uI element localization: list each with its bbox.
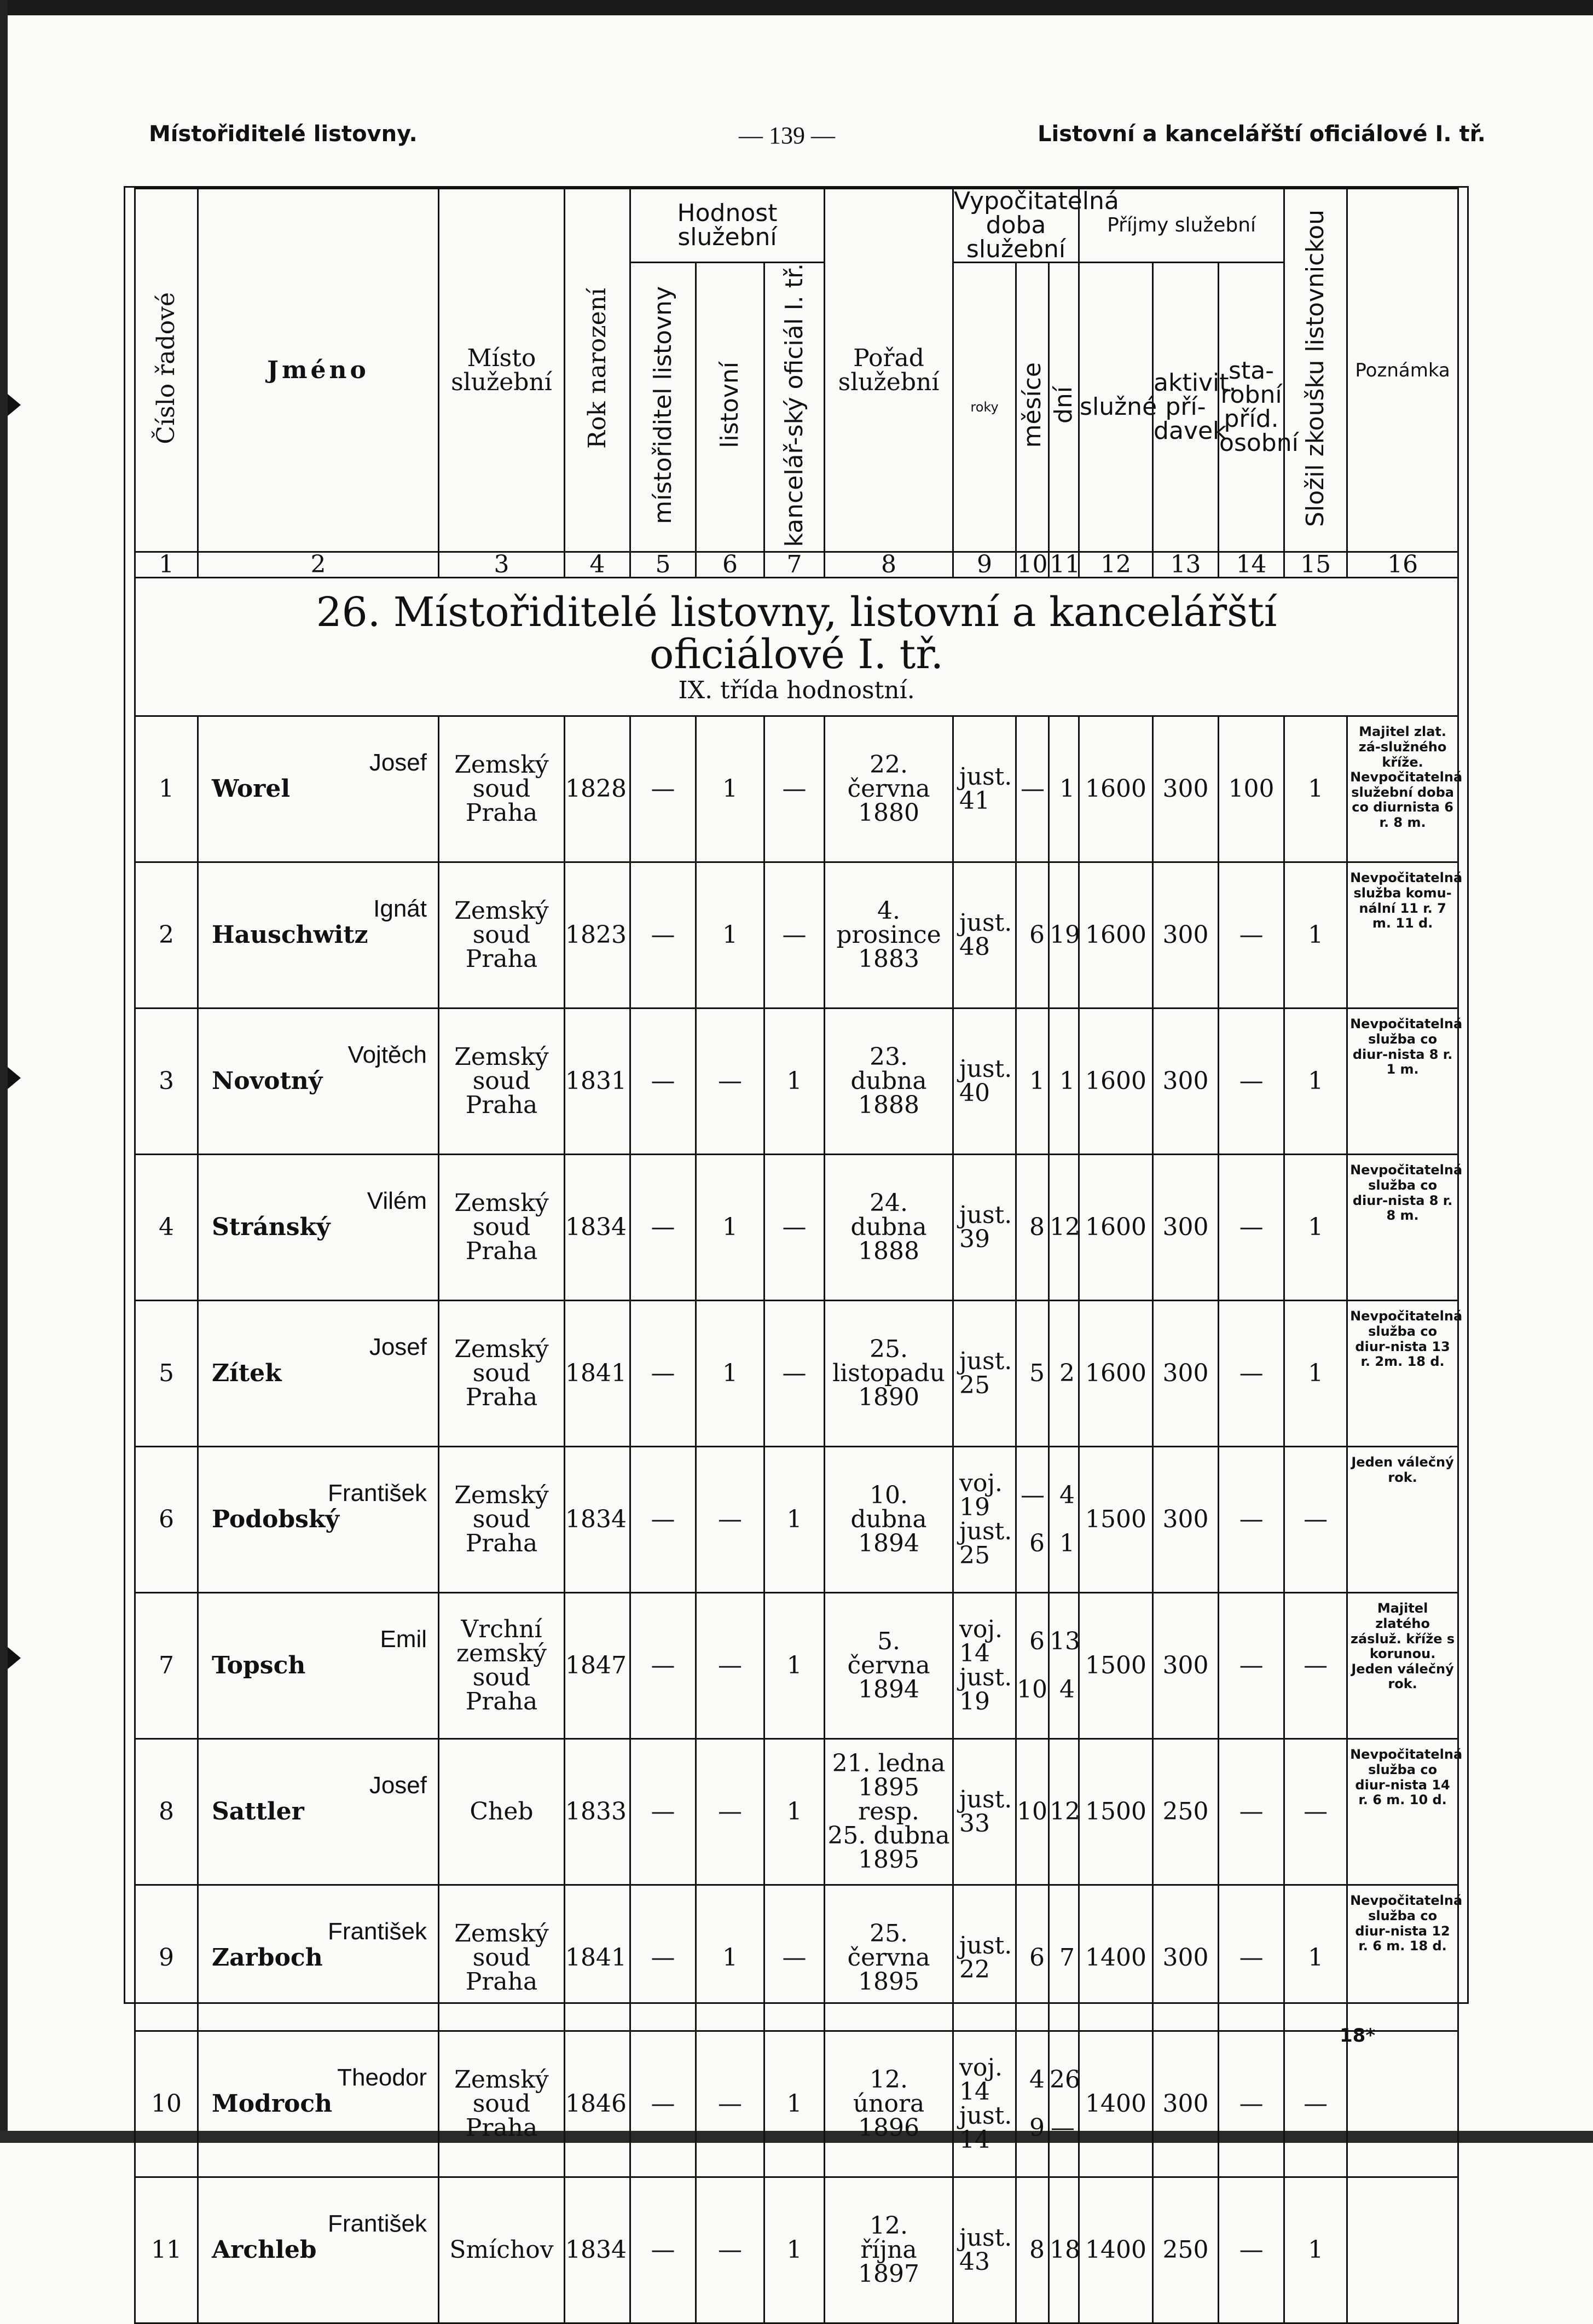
activity-bonus: 250 (1153, 2177, 1219, 2323)
salary: 1600 (1079, 862, 1153, 1009)
rank-listovni: — (696, 1447, 764, 1593)
col-num: 3 (439, 552, 565, 578)
page-header (0, 116, 1593, 154)
service-place: Zemský soud Praha (439, 2031, 565, 2177)
rank-oficial: — (764, 1885, 825, 2031)
note: Nevpočitatelná služba co diur-nista 12 r. 6 m. 18 d. (1347, 1885, 1458, 2031)
table-row (135, 1447, 1458, 1593)
salary: 1500 (1079, 1739, 1153, 1885)
row-number: 3 (135, 1009, 198, 1155)
rank-oficial: 1 (764, 1009, 825, 1155)
rank-oficial: 1 (764, 1593, 825, 1739)
col-num: 13 (1153, 552, 1219, 578)
col-num: 6 (696, 552, 764, 578)
income-group-header: Příjmy služební (1079, 189, 1284, 263)
col-note-header: Poznámka (1347, 189, 1458, 552)
rank-oficial: 1 (764, 2031, 825, 2177)
activity-bonus: 300 (1153, 1885, 1219, 2031)
col-exam-header: Složil zkoušku listovnickou (1284, 189, 1347, 552)
col-num: 15 (1284, 552, 1347, 578)
personal-bonus: — (1219, 1885, 1284, 2031)
section-title-line1: 26. Místořiditelé listovny, listovní a kancelářští (316, 588, 1277, 636)
surname: Stránský (212, 1213, 331, 1242)
note: Nevpočitatelná služba komu-nální 11 r. 7 m. 11 d. (1347, 862, 1458, 1009)
person-name (198, 1155, 439, 1301)
service-days: 4 1 (1049, 1447, 1079, 1593)
scan-edge-top (0, 0, 1593, 15)
service-days: 7 (1049, 1885, 1079, 2031)
service-place: Zemský soud Praha (439, 1301, 565, 1447)
col-order-header: Pořad služební (825, 189, 953, 552)
service-years: just. 22 (953, 1885, 1016, 2031)
service-days: 1 (1049, 716, 1079, 862)
exam: 1 (1284, 2177, 1347, 2323)
given-name: František (328, 2210, 427, 2238)
col-number-header: Číslo řadové (135, 189, 198, 552)
note: Jeden válečný rok. (1347, 1447, 1458, 1593)
given-name: František (328, 1480, 427, 1507)
rank-oficial: — (764, 1155, 825, 1301)
service-months: 4 9 (1016, 2031, 1049, 2177)
time-group-header: Vypočitatelná doba služební (954, 187, 1119, 263)
salary: 1500 (1079, 1447, 1153, 1593)
activity-bonus: 300 (1153, 1301, 1219, 1447)
table-row (135, 1885, 1458, 2031)
col-rank3-header: kancelář-ský oficiál I. tř. (764, 263, 825, 552)
person-name (198, 716, 439, 862)
note: Nevpočitatelná služba co diur-nista 8 r. 1 m. (1347, 1009, 1458, 1155)
birth-year: 1834 (565, 1447, 630, 1593)
row-number: 4 (135, 1155, 198, 1301)
register-rows (135, 716, 1463, 2323)
service-months: 6 (1016, 862, 1049, 1009)
col-num: 2 (198, 552, 439, 578)
service-years: just. 25 (953, 1301, 1016, 1447)
service-months: 1 (1016, 1009, 1049, 1155)
section-title (135, 578, 1458, 716)
service-months: 6 (1016, 1885, 1049, 2031)
service-place: Zemský soud Praha (439, 862, 565, 1009)
salary: 1600 (1079, 1155, 1153, 1301)
table-row (135, 862, 1458, 1009)
exam: 1 (1284, 716, 1347, 862)
table-row (135, 716, 1458, 862)
service-order: 12. února 1896 (825, 2031, 953, 2177)
col-num: 4 (565, 552, 630, 578)
personal-bonus: — (1219, 1447, 1284, 1593)
exam: 1 (1284, 1155, 1347, 1301)
service-days: 1 (1049, 1009, 1079, 1155)
service-place: Zemský soud Praha (439, 716, 565, 862)
rank-deputy: — (630, 1009, 696, 1155)
service-years: just. 39 (953, 1155, 1016, 1301)
section-subtitle: IX. třída hodnostní. (678, 676, 915, 705)
column-header-row (135, 189, 1458, 263)
activity-bonus: 250 (1153, 1739, 1219, 1885)
register-table (134, 187, 1463, 2324)
person-name (198, 2031, 439, 2177)
service-months: 5 (1016, 1301, 1049, 1447)
given-name: Vilém (367, 1187, 427, 1215)
col-num: 9 (953, 552, 1016, 578)
header-right: Listovní a kancelářští oficiálové I. tř. (1038, 121, 1486, 147)
service-months: 8 (1016, 1155, 1049, 1301)
row-number: 2 (135, 862, 198, 1009)
table-row (135, 1593, 1458, 1739)
person-name (198, 862, 439, 1009)
service-years: just. 33 (953, 1739, 1016, 1885)
given-name: Josef (369, 1334, 427, 1361)
surname: Sattler (212, 1798, 304, 1826)
service-months: 6 10 (1016, 1593, 1049, 1739)
person-name (198, 1593, 439, 1739)
section-title-row (135, 578, 1458, 716)
col-name-header: Jméno (198, 189, 439, 552)
salary: 1600 (1079, 716, 1153, 862)
row-number: 1 (135, 716, 198, 862)
note: Majitel zlat. zá-služného kříže. Nevpočitatelná služební doba co diurnista 6 r. 8 m. (1347, 716, 1458, 862)
margin-mark (8, 1067, 21, 1089)
col-place-header: Místo služební (439, 189, 565, 552)
given-name: Theodor (337, 2064, 427, 2091)
table-row (135, 2031, 1458, 2177)
activity-bonus: 300 (1153, 2031, 1219, 2177)
note (1347, 2031, 1458, 2177)
exam: — (1284, 1739, 1347, 1885)
surname: Hauschwitz (212, 921, 368, 949)
service-place: Zemský soud Praha (439, 1447, 565, 1593)
row-number: 5 (135, 1301, 198, 1447)
service-order: 21. ledna 1895 resp. 25. dubna 1895 (825, 1739, 953, 1885)
col-rank2-header: listovní (696, 263, 764, 552)
row-number: 9 (135, 1885, 198, 2031)
birth-year: 1831 (565, 1009, 630, 1155)
row-number: 7 (135, 1593, 198, 1739)
rank-deputy: — (630, 2177, 696, 2323)
rank-oficial: 1 (764, 1739, 825, 1885)
given-name: Josef (369, 749, 427, 776)
rank-listovni: — (696, 1739, 764, 1885)
rank-listovni: — (696, 1009, 764, 1155)
service-years: voj. 14 just. 14 (953, 2031, 1016, 2177)
service-months: 10 (1016, 1739, 1049, 1885)
given-name: Josef (369, 1772, 427, 1799)
page-number: — 139 — (739, 122, 835, 149)
salary: 1400 (1079, 1885, 1153, 2031)
activity-bonus: 300 (1153, 1447, 1219, 1593)
personal-bonus: — (1219, 1739, 1284, 1885)
row-number: 8 (135, 1739, 198, 1885)
service-months: — (1016, 716, 1049, 862)
service-place: Zemský soud Praha (439, 1009, 565, 1155)
service-order: 10. dubna 1894 (825, 1447, 953, 1593)
rank-deputy: — (630, 1447, 696, 1593)
service-days: 18 (1049, 2177, 1079, 2323)
personal-bonus: — (1219, 1301, 1284, 1447)
birth-year: 1841 (565, 1885, 630, 2031)
col-num: 16 (1347, 552, 1458, 578)
surname: Modroch (212, 2090, 333, 2118)
service-order: 12. října 1897 (825, 2177, 953, 2323)
salary: 1600 (1079, 1301, 1153, 1447)
note: Nevpočitatelná služba co diur-nista 13 r. 2m. 18 d. (1347, 1301, 1458, 1447)
col-rank1-header: místořiditel listovny (630, 263, 696, 552)
rank-oficial: — (764, 716, 825, 862)
salary: 1600 (1079, 1009, 1153, 1155)
personal-bonus: — (1219, 1593, 1284, 1739)
exam: — (1284, 1593, 1347, 1739)
rank-listovni: 1 (696, 1155, 764, 1301)
note: Nevpočitatelná služba co diur-nista 14 r. 6 m. 10 d. (1347, 1739, 1458, 1885)
activity-bonus: 300 (1153, 1593, 1219, 1739)
surname: Novotný (212, 1067, 323, 1096)
col-salary-header: služné (1079, 263, 1153, 552)
surname: Podobský (212, 1505, 339, 1534)
birth-year: 1823 (565, 862, 630, 1009)
service-years: voj. 19 just. 25 (953, 1447, 1016, 1593)
birth-year: 1834 (565, 1155, 630, 1301)
surname: Worel (212, 775, 291, 803)
service-place: Vrchní zemský soud Praha (439, 1593, 565, 1739)
person-name (198, 1301, 439, 1447)
rank-deputy: — (630, 2031, 696, 2177)
service-place: Zemský soud Praha (439, 1885, 565, 2031)
signature-mark: 18* (1340, 2025, 1376, 2047)
given-name: Vojtěch (347, 1041, 427, 1069)
column-number-row (135, 552, 1458, 578)
service-days: 26 — (1049, 2031, 1079, 2177)
table-row (135, 2177, 1458, 2323)
row-number: 10 (135, 2031, 198, 2177)
rank-listovni: 1 (696, 716, 764, 862)
exam: 1 (1284, 1885, 1347, 2031)
service-years: just. 40 (953, 1009, 1016, 1155)
rank-deputy: — (630, 1593, 696, 1739)
rank-deputy: — (630, 1155, 696, 1301)
service-order: 25. listopadu 1890 (825, 1301, 953, 1447)
personal-bonus: — (1219, 862, 1284, 1009)
col-personal-header: sta-robní příd. osobní (1219, 263, 1284, 552)
activity-bonus: 300 (1153, 1155, 1219, 1301)
col-num: 10 (1017, 550, 1048, 579)
col-num: 11 (1050, 550, 1081, 579)
surname: Topsch (212, 1651, 306, 1680)
row-number: 6 (135, 1447, 198, 1593)
surname: Zítek (212, 1359, 282, 1388)
person-name (198, 1009, 439, 1155)
header-left: Místořiditelé listovny. (149, 121, 418, 147)
table-row (135, 1009, 1458, 1155)
service-order: 23. dubna 1888 (825, 1009, 953, 1155)
service-order: 25. června 1895 (825, 1885, 953, 2031)
surname: Archleb (212, 2236, 317, 2264)
birth-year: 1834 (565, 2177, 630, 2323)
rank-deputy: — (630, 862, 696, 1009)
rank-deputy: — (630, 1739, 696, 1885)
col-activity-header: aktivit. pří-davek (1153, 263, 1219, 552)
given-name: Ignát (373, 895, 427, 923)
rank-oficial: 1 (764, 2177, 825, 2323)
service-years: just. 48 (953, 862, 1016, 1009)
activity-bonus: 300 (1153, 862, 1219, 1009)
personal-bonus: — (1219, 1155, 1284, 1301)
rank-listovni: 1 (696, 1301, 764, 1447)
personal-bonus: — (1219, 2031, 1284, 2177)
rank-deputy: — (630, 1301, 696, 1447)
service-days: 2 (1049, 1301, 1079, 1447)
person-name (198, 1447, 439, 1593)
birth-year: 1847 (565, 1593, 630, 1739)
service-place: Cheb (439, 1739, 565, 1885)
note (1347, 2177, 1458, 2323)
exam: 1 (1284, 1009, 1347, 1155)
rank-deputy: — (630, 1885, 696, 2031)
rank-listovni: — (696, 2031, 764, 2177)
service-months: 8 (1016, 2177, 1049, 2323)
rank-oficial: — (764, 1301, 825, 1447)
given-name: Emil (380, 1626, 427, 1653)
salary: 1400 (1079, 2177, 1153, 2323)
service-place: Smíchov (439, 2177, 565, 2323)
col-num: 8 (825, 552, 953, 578)
service-days: 12 (1049, 1155, 1079, 1301)
col-months-header: měsíce (1016, 263, 1049, 552)
birth-year: 1833 (565, 1739, 630, 1885)
rank-group-header: Hodnost služební (630, 189, 825, 263)
service-order: 5. června 1894 (825, 1593, 953, 1739)
col-num: 7 (764, 552, 825, 578)
rank-deputy: — (630, 716, 696, 862)
surname: Zarboch (212, 1944, 323, 1972)
section-title-line2: oficiálové I. tř. (649, 631, 944, 679)
service-order: 4. prosince 1883 (825, 862, 953, 1009)
rank-listovni: — (696, 1593, 764, 1739)
salary: 1500 (1079, 1593, 1153, 1739)
table-row (135, 1301, 1458, 1447)
note: Majitel zlatého zásluž. kříže s korunou. Jeden válečný rok. (1347, 1593, 1458, 1739)
margin-mark (8, 1647, 21, 1669)
personal-bonus: 100 (1219, 716, 1284, 862)
given-name: František (328, 1918, 427, 1945)
row-number: 11 (135, 2177, 198, 2323)
col-years-header: roky (953, 263, 1016, 552)
note: Nevpočitatelná služba co diur-nista 8 r. 8 m. (1347, 1155, 1458, 1301)
col-num: 12 (1079, 552, 1153, 578)
service-years: just. 41 (953, 716, 1016, 862)
rank-listovni: — (696, 2177, 764, 2323)
rank-oficial: — (764, 862, 825, 1009)
service-order: 24. dubna 1888 (825, 1155, 953, 1301)
rank-listovni: 1 (696, 862, 764, 1009)
birth-year: 1841 (565, 1301, 630, 1447)
table-row (135, 1739, 1458, 1885)
col-born-header: Rok narození (565, 189, 630, 552)
exam: — (1284, 2031, 1347, 2177)
scan-edge-left (0, 0, 8, 2143)
service-place: Zemský soud Praha (439, 1155, 565, 1301)
col-num: 1 (135, 552, 198, 578)
table-row (135, 1155, 1458, 1301)
service-order: 22. června 1880 (825, 716, 953, 862)
person-name (198, 1885, 439, 2031)
rank-oficial: 1 (764, 1447, 825, 1593)
personal-bonus: — (1219, 1009, 1284, 1155)
salary: 1400 (1079, 2031, 1153, 2177)
service-days: 12 (1049, 1739, 1079, 1885)
rank-listovni: 1 (696, 1885, 764, 2031)
exam: 1 (1284, 1301, 1347, 1447)
service-days: 13 4 (1049, 1593, 1079, 1739)
birth-year: 1828 (565, 716, 630, 862)
service-months: — 6 (1016, 1447, 1049, 1593)
birth-year: 1846 (565, 2031, 630, 2177)
activity-bonus: 300 (1153, 1009, 1219, 1155)
margin-mark (8, 394, 21, 416)
exam: — (1284, 1447, 1347, 1593)
personal-bonus: — (1219, 2177, 1284, 2323)
activity-bonus: 300 (1153, 716, 1219, 862)
person-name (198, 1739, 439, 1885)
exam: 1 (1284, 862, 1347, 1009)
col-num: 5 (630, 552, 696, 578)
service-days: 19 (1049, 862, 1079, 1009)
person-name (198, 2177, 439, 2323)
col-num: 14 (1219, 552, 1284, 578)
service-years: just. 43 (953, 2177, 1016, 2323)
service-years: voj. 14 just. 19 (953, 1593, 1016, 1739)
col-days-header: dní (1049, 263, 1079, 552)
